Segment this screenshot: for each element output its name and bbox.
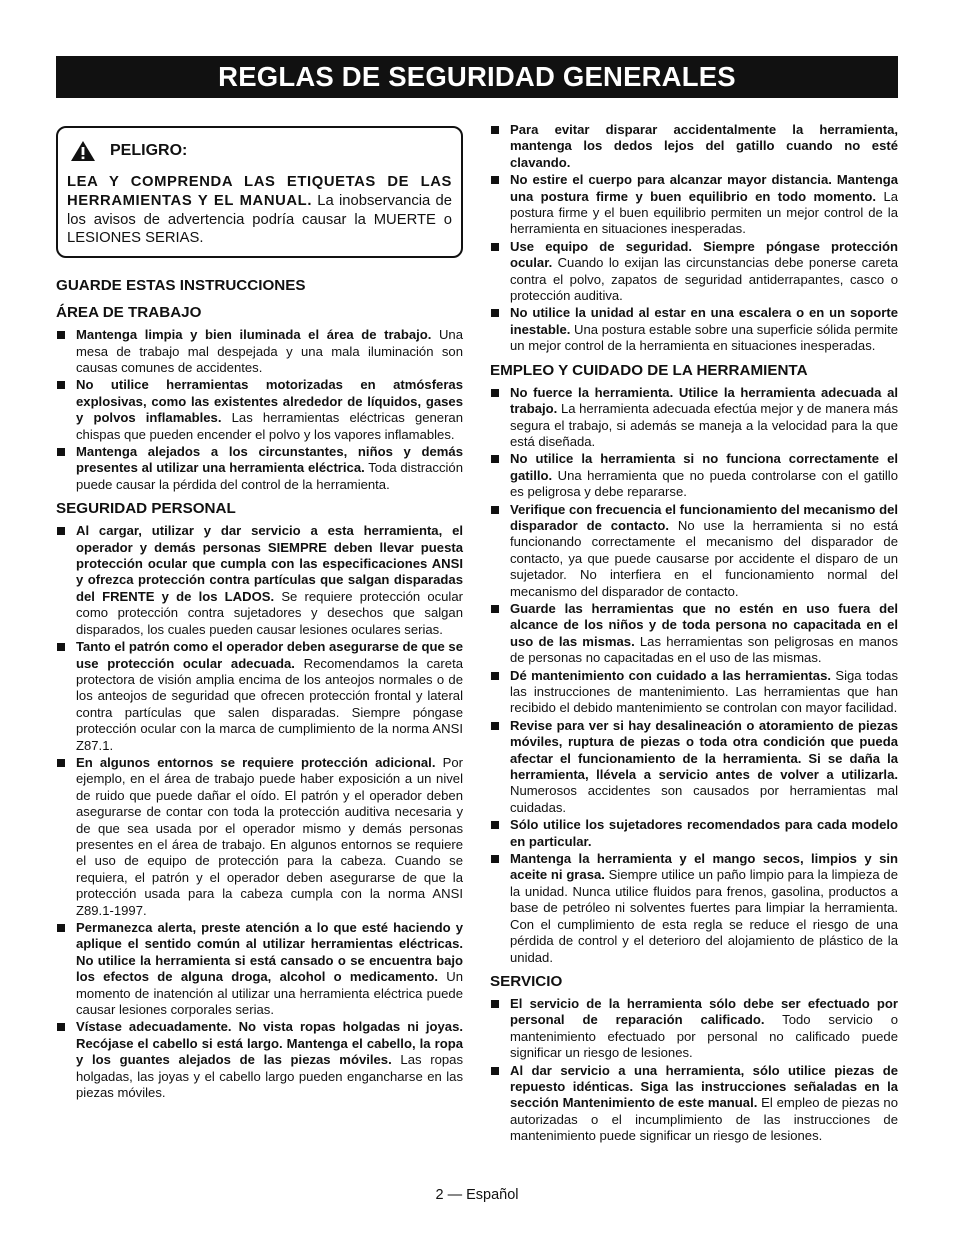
item-text: Recomendamos la careta protectora de visión amplia encima de los anteojos normales o de los anteojos de seguridad que ofrecen protección frontal y lateral contra partículas que salen disparadas. Siempre póngase protección ocular con la marca de cumplimiento de la norma ANSI Z87.1. (76, 655, 463, 753)
list-item (56, 920, 463, 1018)
square-bullet-icon (491, 672, 499, 680)
list-item (56, 523, 463, 638)
list-item (56, 639, 463, 754)
danger-text (67, 173, 452, 248)
square-bullet-icon (491, 176, 499, 184)
item-bold-text: No estire el cuerpo para alcanzar mayor distancia. Mantenga una postura firme y buen equilibrio en todo momento. (510, 172, 898, 204)
service-list (490, 996, 898, 1145)
list-item (490, 305, 898, 354)
list-item (490, 172, 898, 238)
item-text: La herramienta adecuada efectúa mejor y de manera más segura el trabajo, si además se maneja a la velocidad para la que está diseñada. (510, 401, 898, 449)
item-bold-text: Revise para ver si hay desalineación o atoramiento de piezas móviles, ruptura de piezas o toda otra condición que pueda afectar el funcionamiento de la herramienta. Si se daña la herramienta, llévela a servicio antes de volver a utilizarla. (510, 717, 898, 783)
item-bold-text: Use equipo de seguridad. Siempre póngase protección ocular. (510, 238, 898, 271)
item-bold-text: No utilice la unidad al estar en una escalera o en un soporte inestable. (510, 305, 898, 337)
item-bold-text: Dé mantenimiento con cuidado a las herramientas. (510, 667, 831, 683)
list-item (490, 668, 898, 717)
item-bold-text: Tanto el patrón como el operador deben asegurarse de que se use protección ocular adecuada. (76, 639, 463, 671)
item-text: Una mesa de trabajo mal despejada y una mala iluminación son causas comunes de accidentes. (76, 327, 463, 375)
square-bullet-icon (57, 331, 65, 339)
personal-safety-list (56, 523, 463, 1101)
item-text: Una herramienta que no pueda controlarse con el gatillo es peligrosa y debe repararse. (510, 467, 898, 500)
item-bold-text: Verifique con frecuencia el funcionamiento del mecanismo del disparador de contacto. (510, 501, 898, 533)
list-item (56, 1019, 463, 1101)
item-text: Una postura estable sobre una superficie sólida permite un mejor control de la herramienta en situaciones inesperadas. (510, 321, 898, 354)
item-bold-text: En algunos entornos se requiere protección adicional. (76, 754, 436, 770)
personal-safety-heading: SEGURIDAD PERSONAL (56, 500, 236, 518)
item-text: El empleo de piezas no autorizadas o el incumplimiento de las instrucciones de mantenimiento puede significar un riesgo de lesiones. (510, 1095, 898, 1144)
left-column (56, 126, 463, 1108)
square-bullet-icon (57, 1023, 65, 1031)
square-bullet-icon (491, 1067, 499, 1075)
page-footer: 2 — Español (435, 1187, 519, 1203)
warning-triangle-icon (70, 140, 96, 162)
item-text: Siempre utilice un paño limpio para la limpieza de la unidad. Nunca utilice fluidos para frenos, gasolina, productos a base de petróleo ni solventes fuertes para limpiar la herramienta. Con el cumplimiento de esta regla se reduce el riesgo de una pérdida de control y el deterioro del alojamiento de plástico de la unidad. (510, 867, 899, 965)
item-bold-text: Mantenga alejados a los circunstantes, niños y demás presentes al utilizar una herramienta eléctrica. (76, 444, 463, 476)
square-bullet-icon (491, 506, 499, 514)
save-heading: GUARDE ESTAS INSTRUCCIONES (56, 277, 306, 295)
item-text: Un momento de inatención al utilizar una herramienta eléctrica puede causar lesiones corporales serias. (76, 969, 463, 1018)
item-text: Por ejemplo, en el área de trabajo puede haber exposición a un nivel de ruido que puede dañar el oído. El patrón y el operador deben asegurarse de contar con toda la protección auditiva necesaria y de que sea usada por el operador mismo y demás personas presentes en el área de trabajo. En algunos entornos se requiere el uso de equipo de protección para la cabeza. Cuando se requiera, el patrón y el operador deben asegurarse de que la protección usada para la cabeza cumpla con la norma ANSI Z89.1-1997. (76, 754, 464, 918)
right-column (490, 122, 898, 1152)
personal-safety-cont-list (490, 122, 898, 355)
item-text: Numerosos accidentes son causados por herramientas mal cuidadas. (510, 783, 898, 815)
item-bold-text: Al dar servicio a una herramienta, sólo utilice piezas de repuesto idénticas. Siga las instrucciones señaladas en la sección Mantenimiento de este manual. (510, 1062, 898, 1111)
tool-use-list (490, 385, 898, 966)
square-bullet-icon (491, 855, 499, 863)
work-area-heading: ÁREA DE TRABAJO (56, 304, 202, 322)
item-bold-text: Mantenga la herramienta y el mango secos, limpios y sin aceite ni grasa. (510, 851, 898, 883)
square-bullet-icon (491, 821, 499, 829)
danger-body: La inobservancia de los avisos de advertencia podría causar la MUERTE o LESIONES SERIAS. (67, 192, 452, 247)
square-bullet-icon (491, 455, 499, 463)
list-item (490, 385, 898, 451)
item-bold-text: Sólo utilice los sujetadores recomendados para cada modelo en particular. (510, 817, 898, 849)
item-bold-text: Mantenga limpia y bien iluminada el área de trabajo. (76, 327, 432, 343)
square-bullet-icon (57, 643, 65, 651)
square-bullet-icon (491, 126, 499, 134)
danger-header (70, 140, 452, 162)
item-bold-text: Para evitar disparar accidentalmente la herramienta, mantenga los dedos lejos del gatillo cuando no esté clavando. (510, 122, 898, 170)
square-bullet-icon (57, 527, 65, 535)
title-bar (56, 56, 898, 98)
square-bullet-icon (57, 448, 65, 456)
list-item (56, 444, 463, 493)
danger-bold: LEA Y COMPRENDA LAS ETIQUETAS DE LAS HERRAMIENTAS Y EL MANUAL. (67, 174, 452, 209)
item-text: Siga todas las instrucciones de mantenimiento. Las herramientas que han recibido el debido mantenimiento se controlan con mayor facilidad. (510, 667, 899, 716)
item-text: Todo servicio o mantenimiento efectuado por personal no calificado puede significar un riesgo de lesiones. (510, 1012, 898, 1061)
list-item (56, 327, 463, 376)
danger-label: PELIGRO: (110, 141, 188, 159)
danger-box (56, 126, 463, 258)
item-text: Las ropas holgadas, las joyas y el cabello largo pueden engancharse en las piezas móviles. (76, 1052, 463, 1101)
square-bullet-icon (491, 605, 499, 613)
service-heading: SERVICIO (490, 972, 563, 990)
item-text: Cuando lo exijan las circunstancias debe ponerse careta contra el polvo, zapatos de seguridad antiderrapantes, casco o protección auditiva. (510, 255, 898, 304)
list-item (490, 601, 898, 667)
item-bold-text: Vístase adecuadamente. No vista ropas holgadas ni joyas. Recójase el cabello si está largo. Mantenga el cabello, la ropa y los guantes alejados de las piezas móviles. (76, 1019, 463, 1068)
item-bold-text: No fuerce la herramienta. Utilice la herramienta adecuada al trabajo. (510, 384, 898, 417)
page-title: REGLAS DE SEGURIDAD GENERALES (218, 61, 736, 92)
item-text: Las herramientas eléctricas generan chispas que pueden encender el polvo y los vapores inflamables. (76, 410, 464, 442)
square-bullet-icon (57, 759, 65, 767)
square-bullet-icon (491, 722, 499, 730)
list-item (490, 996, 898, 1062)
item-text: No use la herramienta si no está funcionando correctamente el mecanismo del disparador de contacto, ya que puede causarse por accidente el disparo de un sujetador. No interfiera en el funcionamiento normal del mecanismo del disparador de contacto. (510, 517, 898, 599)
list-item (56, 755, 463, 919)
list-item (490, 718, 898, 816)
item-text: Las herramientas son peligrosas en manos de personas no capacitadas en el uso de las mismas. (510, 633, 898, 666)
list-item (490, 502, 898, 600)
square-bullet-icon (491, 389, 499, 397)
item-bold-text: El servicio de la herramienta sólo debe ser efectuado por personal de reparación calificado. (510, 995, 898, 1028)
list-item (490, 451, 898, 500)
square-bullet-icon (57, 924, 65, 932)
list-item (490, 1063, 898, 1145)
item-bold-text: Guarde las herramientas que no estén en uso fuera del alcance de los niños y de toda persona no capacitada en el uso de las mismas. (510, 600, 898, 649)
list-item (490, 239, 898, 305)
list-item (490, 817, 898, 850)
item-text: Se requiere protección ocular como protección contra sujetadores y desechos que salgan disparados, los cuales pueden causar lesiones oculares serias. (76, 588, 463, 637)
list-item (490, 851, 898, 966)
list-item (56, 377, 463, 443)
square-bullet-icon (491, 243, 499, 251)
square-bullet-icon (491, 1000, 499, 1008)
work-area-list (56, 327, 463, 493)
square-bullet-icon (491, 309, 499, 317)
item-bold-text: Permanezca alerta, preste atención a lo que esté haciendo y aplique el sentido común al utilizar herramientas eléctricas. No utilice la herramienta si está cansado o se encuentra bajo los efectos de alguna droga, alcohol o medicamento. (76, 920, 463, 985)
list-item (490, 122, 898, 171)
item-text: Toda distracción puede causar la pérdida del control de la herramienta. (76, 460, 463, 492)
item-bold-text: No utilice herramientas motorizadas en atmósferas explosivas, como las existentes alrededor de líquidos, gases y polvos inflamables. (76, 377, 463, 426)
item-text: La postura firme y el buen equilibrio permiten un mejor control de la herramienta en situaciones inesperadas. (510, 188, 899, 237)
tool-use-heading: EMPLEO Y CUIDADO DE LA HERRAMIENTA (490, 361, 808, 379)
item-bold-text: Al cargar, utilizar y dar servicio a esta herramienta, el operador y demás personas SIEMPRE deben llevar puesta protección ocular que cumpla con las especificaciones ANSI y ofrezca protección contra partículas que salgan disparadas del FRENTE y de los LADOS. (76, 523, 463, 604)
square-bullet-icon (57, 381, 65, 389)
item-bold-text: No utilice la herramienta si no funciona correctamente el gatillo. (510, 451, 898, 483)
